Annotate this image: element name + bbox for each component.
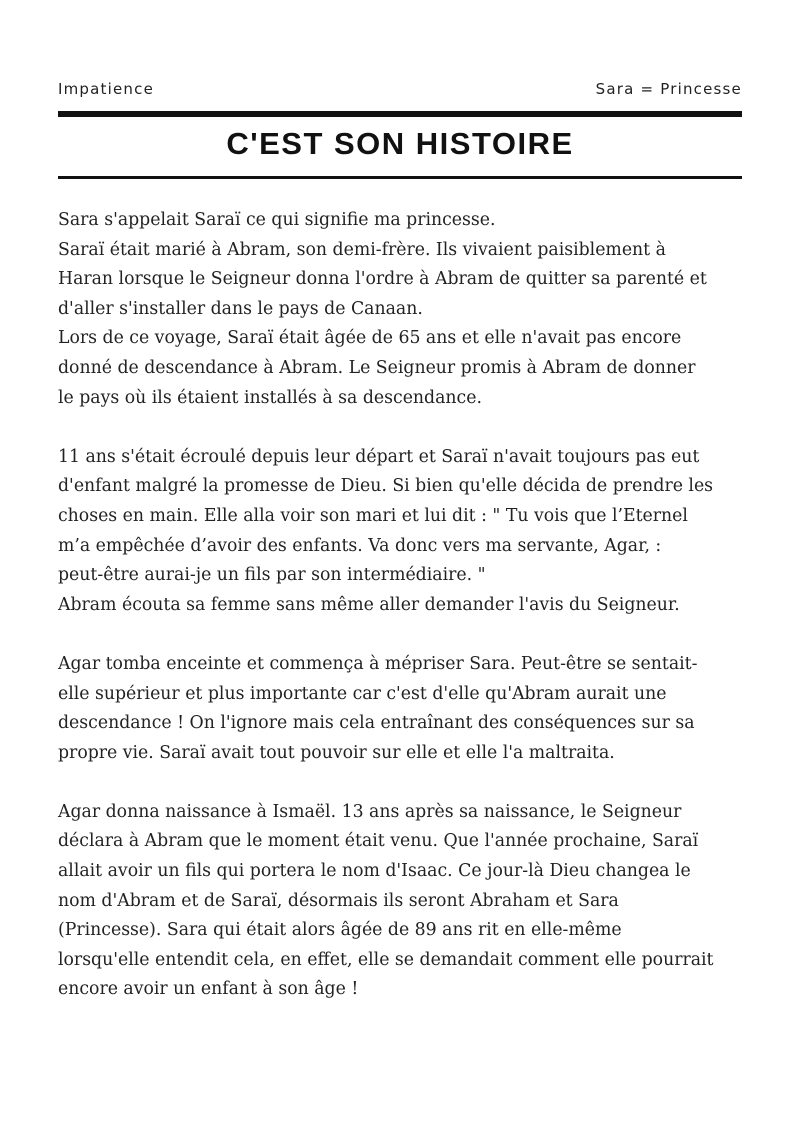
text-line: propre vie. Saraï avait tout pouvoir sur elle et elle l'a maltraita. <box>58 742 615 763</box>
header-topic: Impatience <box>58 80 155 98</box>
text-line: Lors de ce voyage, Saraï était âgée de 65 ans et elle n'avait pas encore <box>58 328 682 349</box>
text-line: encore avoir un enfant à son âge ! <box>58 979 359 1000</box>
text-line: lorsqu'elle entendit cela, en effet, elle se demandait comment elle pourrait <box>58 949 714 970</box>
text-line: allait avoir un fils qui portera le nom d'Isaac. Ce jour-là Dieu changea le <box>58 861 691 882</box>
text-line: descendance ! On l'ignore mais cela entraînant des conséquences sur sa <box>58 713 695 734</box>
text-line: (Princesse). Sara qui était alors âgée de 89 ans rit en elle-même <box>58 920 622 941</box>
text-line: elle supérieur et plus importante car c'est d'elle qu'Abram aurait une <box>58 683 667 704</box>
story-body <box>58 206 744 1035</box>
title-divider <box>58 176 742 179</box>
page-title: C'EST SON HISTOIRE <box>226 126 574 161</box>
page-header <box>58 80 742 100</box>
text-line: donné de descendance à Abram. Le Seigneur promis à Abram de donner <box>58 357 696 378</box>
text-line: Abram écouta sa femme sans même aller demander l'avis du Seigneur. <box>58 594 680 615</box>
paragraph <box>58 443 744 621</box>
text-line: choses en main. Elle alla voir son mari et lui dit : " Tu vois que l’Eternel <box>58 505 688 526</box>
paragraph <box>58 798 744 1005</box>
text-line: Agar tomba enceinte et commença à mépriser Sara. Peut-être se sentait- <box>58 653 698 674</box>
paragraph <box>58 206 744 413</box>
text-line: Agar donna naissance à Ismaël. 13 ans après sa naissance, le Seigneur <box>58 801 682 822</box>
text-line: d'enfant malgré la promesse de Dieu. Si bien qu'elle décida de prendre les <box>58 476 714 497</box>
top-divider <box>58 111 742 117</box>
text-line: d'aller s'installer dans le pays de Canaan. <box>58 298 423 319</box>
paragraph <box>58 650 744 768</box>
text-line: Sara s'appelait Saraï ce qui signifie ma princesse. <box>58 210 496 230</box>
text-line: m’a empêchée d’avoir des enfants. Va donc vers ma servante, Agar, : <box>58 535 662 556</box>
text-line: Saraï était marié à Abram, son demi-frère. Ils vivaient paisiblement à <box>58 239 666 260</box>
text-line: nom d'Abram et de Saraï, désormais ils seront Abraham et Sara <box>58 890 619 911</box>
text-line: le pays où ils étaient installés à sa descendance. <box>58 387 482 408</box>
text-line: Haran lorsque le Seigneur donna l'ordre à Abram de quitter sa parenté et <box>58 269 707 290</box>
text-line: peut-être aurai-je un fils par son intermédiaire. " <box>58 565 486 586</box>
text-line: 11 ans s'était écroulé depuis leur départ et Saraï n'avait toujours pas eut <box>58 446 700 467</box>
text-line: déclara à Abram que le moment était venu. Que l'année prochaine, Saraï <box>58 831 699 852</box>
header-subtitle: Sara = Princesse <box>595 80 742 98</box>
